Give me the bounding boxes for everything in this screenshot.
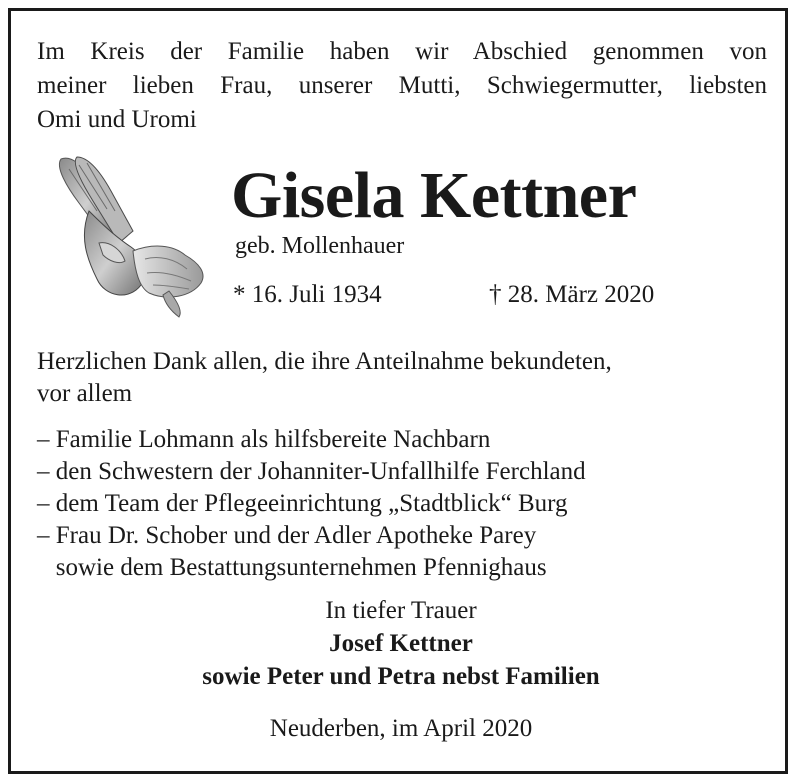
thanks-line-2: vor allem (37, 380, 133, 407)
list-item: – dem Team der Pflegeeinrichtung „Stadtblick“ Burg (37, 490, 568, 517)
intro-line-2: meiner lieben Frau, unserer Mutti, Schwiegermutter, liebsten (37, 72, 767, 99)
born-name: geb. Mollenhauer (235, 233, 405, 259)
list-item: sowie dem Bestattungsunternehmen Pfennighaus (37, 554, 547, 581)
husband-name: Josef Kettner (329, 630, 473, 657)
intro-line-3: Omi und Uromi (37, 106, 197, 133)
thanks-line-1: Herzlichen Dank allen, die ihre Anteilnahme bekundeten, (37, 348, 612, 375)
place-date: Neuderben, im April 2020 (269, 715, 533, 742)
deceased-name: Gisela Kettner (231, 159, 637, 232)
mourning-line: In tiefer Trauer (325, 597, 477, 624)
obituary-frame (8, 8, 788, 774)
list-item: – Frau Dr. Schober und der Adler Apotheke Parey (37, 522, 537, 549)
praying-hands-icon (49, 151, 209, 321)
birth-date: * 16. Juli 1934 (233, 281, 382, 308)
death-date: † 28. März 2020 (489, 281, 655, 308)
list-item: – Familie Lohmann als hilfsbereite Nachbarn (37, 426, 491, 453)
list-item: – den Schwestern der Johanniter-Unfallhilfe Ferchland (37, 458, 586, 485)
thanks-list (37, 424, 777, 584)
intro-text (37, 35, 767, 137)
family-line: sowie Peter und Petra nebst Familien (202, 663, 600, 690)
thanks-text (37, 346, 777, 410)
intro-line-1: Im Kreis der Familie haben wir Abschied genommen von (37, 38, 767, 65)
